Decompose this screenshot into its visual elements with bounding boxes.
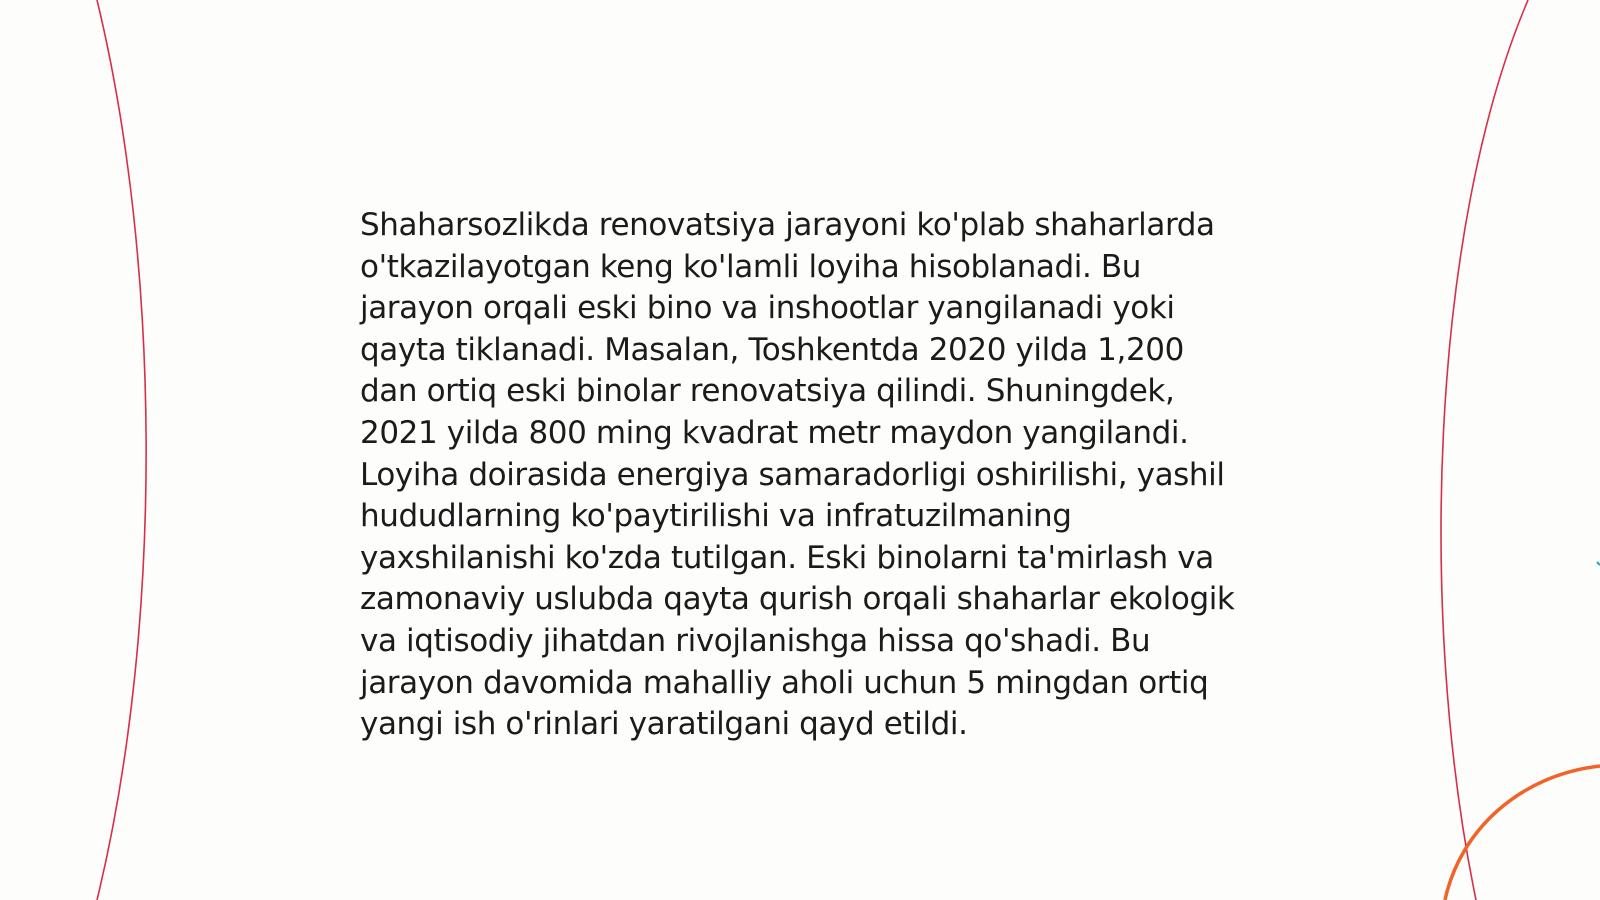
corner-arc-decoration xyxy=(1445,766,1600,900)
body-paragraph: Shaharsozlikda renovatsiya jarayoni ko'plab shaharlarda o'tkazilayotgan keng ko'lamli loyiha hisoblanadi. Bu jarayon orqali eski bino va inshootlar yangilanadi yoki qayta tiklanadi. Masalan, Toshkentda 2020 yilda 1,200 dan ortiq eski binolar renovatsiya qilindi. Shuningdek, 2021 yilda 800 ming kvadrat metr maydon yangilandi. Loyiha doirasida energiya samaradorligi oshirilishi, yashil hududlarning ko'paytirilishi va infratuzilmaning yaxshilanishi ko'zda tutilgan. Eski binolarni ta'mirlash va zamonaviy uslubda qayta qurish orqali shaharlar ekologik va iqtisodiy jihatdan rivojlanishga hissa qo'shadi. Bu jarayon davomida mahalliy aholi uchun 5 mingdan ortiq yangi ish o'rinlari yaratilgani qayd etildi. xyxy=(360,207,1235,743)
left-curve-decoration xyxy=(97,0,146,900)
right-curve-decoration xyxy=(1441,0,1528,900)
